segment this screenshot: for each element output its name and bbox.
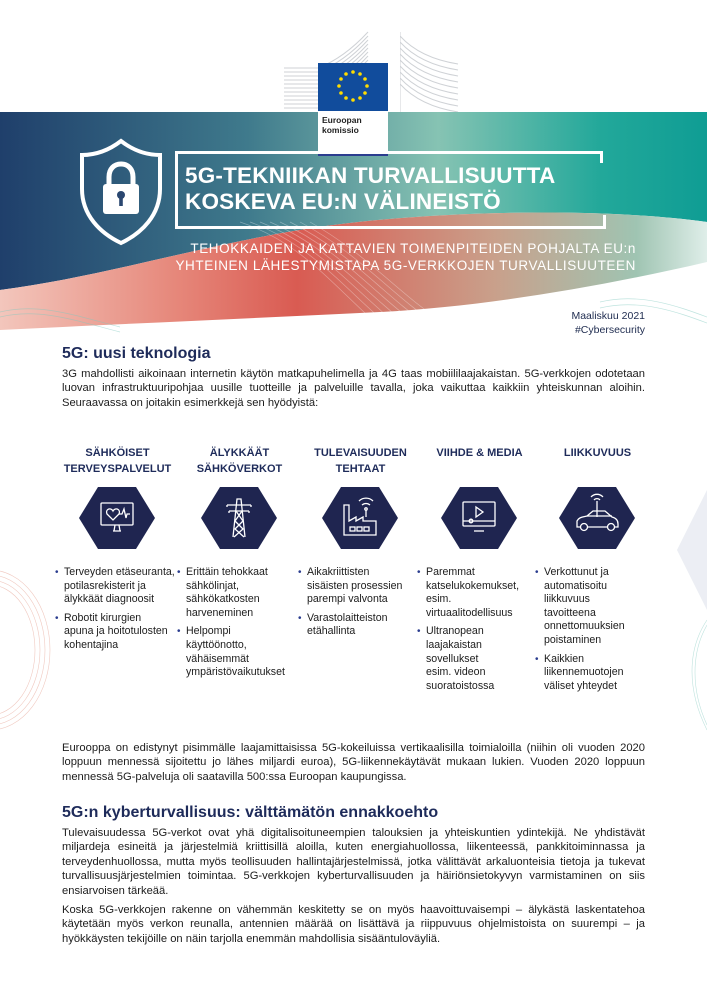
category-title-line2: SÄHKÖVERKOT <box>196 463 283 475</box>
category-title-line1: VIIHDE & MEDIA <box>436 447 523 459</box>
bullet-item: • Kaikkien liikennemuotojen väliset yhteydet <box>535 653 634 694</box>
section2-paragraph-1: Tulevaisuudessa 5G-verkot ovat yhä digitalisoituneempien talouksien ja yhteiskuntien ydintekijä. Ne yhdistävät miljardeja esineitä ja järjestelmiä kriittisillä aloilla, kuten energiahuollossa, liikenteessä, pankkitoiminnassa ja terveydenhuollossa, mutta myös teollisuuden hallintajärjestelmissä, jotka välittävät arkaluonteisia tietoja ja tukevat turvallisuusjärjestelmien toimintaa. 5G-verkkojen kyberturvallisuuden ja häiriönsietokyvyn varmistaminen on siis ensiarvoisen tärkeää. <box>62 827 645 897</box>
subtitle-line2: YHTEINEN LÄHESTYMISTAPA 5G-VERKKOJEN TURVALLISUUTEEN <box>175 258 636 273</box>
section-heading-cybersecurity: 5G:n kyberturvallisuus: välttämätön ennakkoehto <box>62 804 439 821</box>
bullet-item: • Helpompi käyttöönotto, vähäisemmät ympäristövaikutukset <box>177 625 291 679</box>
bullet-item: • Terveyden etäseuranta, potilasrekisterit ja älykkäät diagnoosit <box>55 566 179 607</box>
section2-paragraph-2: Koska 5G-verkkojen rakenne on vähemmän keskitetty se on myös haavoittuvaisempi – älykästä laskentatehoa käytetään myös verkon reunalla, antennien määrää on lisättävä ja riippuvuus ohjelmistoista on suurempi – ja hyökkäysten tekijöille on näin tarjolla enemmän mahdollisia sisääntuloväyliä. <box>62 904 645 945</box>
category-title <box>417 445 542 481</box>
document-meta <box>571 309 645 337</box>
category-entertainment <box>417 445 542 692</box>
logo-text-line2: komissio <box>322 125 359 135</box>
publication-date: Maaliskuu 2021 <box>571 310 645 322</box>
category-bullets <box>417 566 526 698</box>
category-smart-grids <box>177 445 302 679</box>
page-subtitle <box>175 240 636 274</box>
video-player-icon <box>441 487 517 549</box>
section-heading-5g-technology: 5G: uusi teknologia <box>62 345 211 362</box>
bullet-item: • Robotit kirurgien apuna ja hoitotulosten kohentajina <box>55 612 169 653</box>
category-title <box>298 445 423 481</box>
bullet-item: • Varastolaitteiston etähallinta <box>298 612 402 639</box>
bullet-item: • Paremmat katselukokemukset, esim. virtuaalitodellisuus <box>417 566 526 620</box>
eu-flag-icon <box>318 63 388 111</box>
category-title <box>177 445 302 481</box>
category-factories <box>298 445 423 638</box>
category-title-line1: TULEVAISUUDEN <box>314 447 407 459</box>
title-line2: KOSKEVA EU:N VÄLINEISTÖ <box>185 189 501 214</box>
benefit-categories <box>55 445 675 745</box>
connected-car-icon <box>559 487 635 549</box>
category-bullets <box>298 566 407 644</box>
category-mobility <box>535 445 660 692</box>
bullet-item: • Verkottunut ja automatisoitu liikkuvuus tavoitteena onnettomuuksien poistaminen <box>535 566 634 648</box>
category-bullets <box>55 566 179 658</box>
category-title-line2: TEHTAAT <box>335 463 386 475</box>
category-bullets <box>177 566 291 685</box>
power-pylon-icon <box>201 487 277 549</box>
category-title-line1: SÄHKÖISET <box>85 447 150 459</box>
bullet-item: • Ultranopean laajakaistan sovellukset esim. videon suoratoistossa <box>417 625 506 693</box>
european-commission-logo[interactable] <box>318 63 388 156</box>
category-title-line1: ÄLYKKÄÄT <box>209 447 270 459</box>
health-monitor-icon <box>79 487 155 549</box>
hashtag[interactable]: #Cybersecurity <box>574 324 645 336</box>
category-title <box>55 445 180 481</box>
subtitle-line1: TEHOKKAIDEN JA KATTAVIEN TOIMENPITEIDEN POHJALTA EU:n <box>190 241 636 256</box>
logo-text-line1: Euroopan <box>322 115 362 125</box>
category-ehealth <box>55 445 180 651</box>
decorative-waves-left <box>0 560 60 740</box>
page-title <box>185 163 555 215</box>
category-bullets <box>535 566 634 698</box>
berlaymont-building-right <box>400 28 460 113</box>
shield-lock-icon <box>78 137 164 247</box>
category-title-line2: TERVEYSPALVELUT <box>63 463 172 475</box>
category-title <box>535 445 660 481</box>
bullet-item: • Aikakriittisten sisäisten prosessien parempi valvonta <box>298 566 407 607</box>
category-title-line1: LIIKKUVUUS <box>563 447 632 459</box>
title-line1: 5G-TEKNIIKAN TURVALLISUUTTA <box>185 163 556 188</box>
bullet-item: • Erittäin tehokkaat sähkölinjat, sähkökatkosten harveneminen <box>177 566 286 620</box>
smart-factory-icon <box>322 487 398 549</box>
section1-intro: 3G mahdollisti aikoinaan internetin käytön matkapuhelimella ja 4G taas mobiililaajakaistan. 5G-verkkojen odotetaan luovan infrastruktuuripohjaa uusille tuotteille ja palveluille tavalla, joka vaikuttaa kaikkiin yhteiskunnan aloihin. Seuraavassa on joitakin esimerkkejä sen hyödyistä: <box>62 368 645 409</box>
section1-outro: Eurooppa on edistynyt pisimmälle laajamittaisissa 5G-kokeiluissa vertikaalisilla toimialoilla (niihin oli vuoden 2020 loppuun mennessä sijoitettu jo lähes miljardi euroa), 5G-liikennekäytävät mukaan lukien. Vuoden 2020 loppuun mennessä 5G-palveluja oli saatavilla 500:ssa Euroopan kaupungissa. <box>62 742 645 783</box>
